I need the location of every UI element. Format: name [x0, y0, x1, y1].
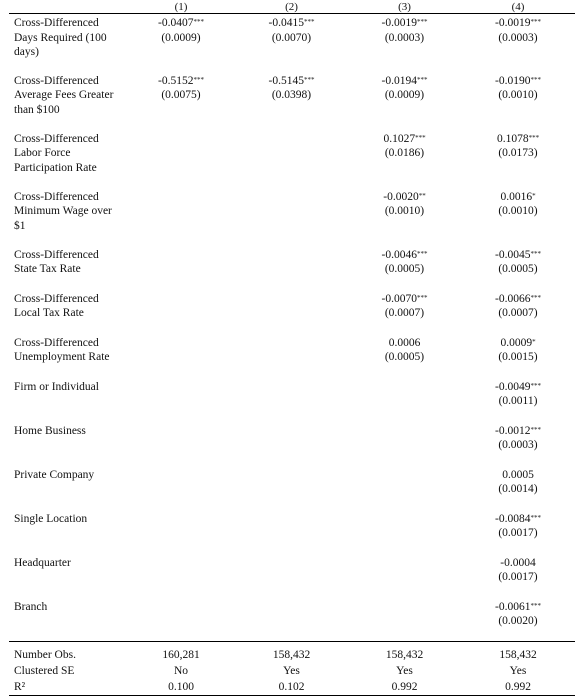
table-row	[9, 598, 575, 642]
coefficient-number: -0.5152	[158, 74, 194, 87]
standard-error: (0.0003)	[384, 31, 425, 44]
coefficient-cell	[348, 510, 461, 554]
coefficient-value	[127, 74, 235, 89]
coefficient-number: 0.0006	[388, 336, 421, 349]
significance-stars: ***	[303, 75, 315, 84]
standard-error: (0.0014)	[498, 483, 538, 495]
coefficient-cell	[461, 130, 575, 188]
row-label-line: Labor Force	[14, 147, 71, 159]
summary-statistics	[9, 642, 575, 696]
row-label-line: Average Fees Greater	[14, 89, 114, 101]
stub-header	[9, 2, 127, 14]
significance-stars: ***	[530, 293, 541, 302]
significance-stars: ***	[303, 18, 315, 26]
stat-value: Yes	[509, 665, 527, 678]
row-label-line: Cross-Differenced	[14, 132, 99, 145]
coefficient-value	[235, 74, 348, 89]
row-label-line: Branch	[14, 600, 48, 613]
row-label-line: Single Location	[14, 512, 88, 525]
stat-value: 0.992	[461, 678, 575, 695]
significance-stars: ***	[416, 75, 428, 84]
coefficient-number: -0.0061	[495, 600, 531, 613]
standard-error: (0.0009)	[161, 31, 201, 44]
stat-value: Yes	[283, 665, 300, 678]
coefficient-number: -0.0019	[381, 17, 417, 29]
stat-value: Yes	[396, 665, 413, 678]
standard-error: (0.0010)	[498, 205, 538, 217]
stat-row	[9, 662, 575, 678]
row-label	[9, 246, 127, 290]
coefficient-cell	[127, 290, 235, 334]
coefficient-cell	[461, 554, 575, 598]
coefficient-value	[461, 292, 575, 307]
significance-stars: *	[532, 191, 536, 200]
coefficient-number: 0.1078	[496, 132, 529, 145]
coefficient-number: -0.0070	[381, 292, 417, 305]
coefficient-value	[461, 74, 575, 89]
coefficient-value	[461, 556, 575, 571]
stat-row	[9, 642, 575, 663]
coefficient-number: 0.1027	[383, 132, 416, 145]
significance-stars: ***	[530, 18, 541, 26]
table-row	[9, 290, 575, 334]
table-header	[9, 2, 575, 14]
standard-error: (0.0005)	[384, 351, 425, 363]
row-label-line: Home Business	[14, 424, 86, 437]
column-header-row	[9, 2, 575, 14]
row-label-line: Cross-Differenced	[14, 292, 99, 305]
table-row	[9, 72, 575, 130]
coefficient-cell	[235, 188, 348, 246]
coefficient-number: -0.0415	[268, 17, 304, 29]
table-row	[9, 466, 575, 510]
coefficient-value	[348, 248, 461, 263]
coefficient-number: -0.0019	[495, 17, 531, 29]
row-label-line: Cross-Differenced	[14, 74, 99, 87]
coefficient-cell	[127, 510, 235, 554]
row-label	[9, 130, 127, 188]
coefficient-number: -0.0012	[495, 424, 531, 437]
row-label	[9, 290, 127, 334]
stat-label: Clustered SE	[14, 665, 75, 678]
row-label	[9, 378, 127, 422]
coefficient-cell	[461, 422, 575, 466]
coefficient-cell	[127, 334, 235, 378]
standard-error: (0.0010)	[498, 89, 538, 101]
coefficient-value	[461, 336, 575, 351]
coefficient-cell	[348, 130, 461, 188]
coefficient-value	[235, 16, 348, 31]
coefficient-number: -0.0004	[500, 556, 536, 569]
coefficient-value	[348, 132, 461, 147]
standard-error: (0.0186)	[384, 147, 425, 159]
row-label	[9, 334, 127, 378]
coefficient-cell	[461, 290, 575, 334]
coefficient-cell	[235, 510, 348, 554]
coefficient-cell	[235, 378, 348, 422]
coefficient-number: -0.0020	[383, 190, 419, 203]
coefficient-number: -0.5145	[268, 74, 304, 87]
row-label	[9, 14, 127, 72]
standard-error: (0.0173)	[498, 147, 538, 159]
coefficient-cell	[461, 246, 575, 290]
table-row	[9, 130, 575, 188]
coefficient-value	[461, 248, 575, 263]
table-row	[9, 188, 575, 246]
row-label	[9, 188, 127, 246]
row-label-line: Cross-Differenced	[14, 336, 99, 349]
stat-value: 158,432	[461, 642, 575, 663]
stat-row	[9, 678, 575, 695]
coefficient-number: -0.0045	[495, 248, 531, 261]
coefficient-cell	[348, 188, 461, 246]
significance-stars: ***	[416, 249, 428, 258]
coefficient-cell	[235, 130, 348, 188]
coefficient-value	[461, 132, 575, 147]
table-row	[9, 422, 575, 466]
coefficient-cell	[461, 510, 575, 554]
coefficient-cell	[127, 598, 235, 642]
significance-stars: **	[418, 191, 426, 200]
row-label	[9, 510, 127, 554]
standard-error: (0.0020)	[498, 615, 538, 627]
standard-error: (0.0005)	[384, 263, 425, 275]
significance-stars: ***	[530, 249, 541, 258]
coefficient-cell	[127, 554, 235, 598]
table-row	[9, 510, 575, 554]
stat-value: 158,432	[235, 642, 348, 663]
row-label-line: Cross-Differenced	[14, 248, 99, 261]
row-label-line: than $100	[14, 103, 60, 116]
standard-error: (0.0017)	[498, 527, 538, 539]
coefficient-value	[348, 336, 461, 351]
coefficient-cell	[348, 422, 461, 466]
coefficient-cell	[348, 378, 461, 422]
table-row	[9, 378, 575, 422]
stat-label: R²	[9, 678, 127, 695]
table-row	[9, 246, 575, 290]
column-header-3: (3)	[348, 2, 461, 14]
coefficient-cell	[235, 334, 348, 378]
coefficient-cell	[461, 378, 575, 422]
table-row	[9, 334, 575, 378]
coefficient-value	[461, 468, 575, 483]
regression-table-container	[9, 2, 575, 696]
coefficient-cell	[348, 466, 461, 510]
row-label-line: Minimum Wage over	[14, 205, 112, 217]
row-label	[9, 598, 127, 642]
significance-stars: *	[532, 337, 536, 346]
coefficient-number: 0.0005	[502, 468, 534, 481]
significance-stars: ***	[530, 601, 541, 610]
standard-error: (0.0015)	[498, 351, 538, 363]
stat-value: 160,281	[127, 642, 235, 663]
coefficient-cell	[461, 334, 575, 378]
stat-value: No	[173, 665, 189, 678]
significance-stars: ***	[530, 425, 541, 434]
coefficient-number: 0.0009	[500, 336, 533, 349]
coefficient-number: -0.0190	[495, 74, 531, 87]
coefficient-value	[461, 424, 575, 439]
coefficient-cell	[127, 246, 235, 290]
significance-stars: ***	[416, 18, 428, 26]
standard-error: (0.0005)	[498, 263, 538, 275]
coefficient-number: -0.0046	[381, 248, 417, 261]
row-label-line: Participation Rate	[14, 161, 97, 174]
stat-value: 158,432	[348, 642, 461, 663]
significance-stars: ***	[416, 293, 428, 302]
coefficient-number: -0.0407	[158, 17, 194, 29]
standard-error: (0.0009)	[384, 89, 425, 101]
standard-error: (0.0075)	[161, 89, 201, 101]
coefficient-number: -0.0084	[495, 512, 531, 525]
stat-value: 0.100	[127, 678, 235, 695]
coefficient-cell	[235, 290, 348, 334]
row-label-line: Unemployment Rate	[14, 351, 110, 363]
coefficient-cell	[235, 554, 348, 598]
coefficient-cell	[127, 378, 235, 422]
coefficient-cell	[348, 246, 461, 290]
significance-stars: ***	[415, 133, 426, 142]
standard-error: (0.0007)	[384, 307, 425, 319]
coefficient-cell	[235, 72, 348, 130]
coefficient-cell	[461, 72, 575, 130]
standard-error: (0.0070)	[271, 31, 312, 44]
coefficient-cell	[348, 290, 461, 334]
standard-error: (0.0398)	[271, 89, 312, 101]
coefficient-cell	[348, 14, 461, 72]
row-label	[9, 466, 127, 510]
coefficient-rows	[9, 14, 575, 642]
coefficient-number: -0.0066	[495, 292, 531, 305]
coefficient-value	[348, 74, 461, 89]
standard-error: (0.0010)	[384, 205, 425, 217]
row-label-line: Local Tax Rate	[14, 307, 84, 319]
row-label-line: $1	[14, 219, 26, 232]
coefficient-cell	[235, 466, 348, 510]
significance-stars: ***	[530, 75, 541, 84]
stat-label: Number Obs.	[9, 642, 127, 663]
significance-stars: ***	[528, 133, 540, 142]
significance-stars: ***	[530, 381, 541, 390]
coefficient-value	[461, 16, 575, 31]
coefficient-cell	[127, 72, 235, 130]
coefficient-cell	[127, 188, 235, 246]
table-row	[9, 14, 575, 72]
row-label-line: Cross-Differenced	[14, 17, 99, 29]
coefficient-cell	[235, 246, 348, 290]
coefficient-cell	[348, 334, 461, 378]
row-label-line: Days Required (100	[14, 31, 107, 44]
row-label-line: Firm or Individual	[14, 380, 99, 393]
row-label-line: Cross-Differenced	[14, 190, 99, 203]
coefficient-cell	[348, 72, 461, 130]
column-header-2: (2)	[235, 2, 348, 14]
coefficient-value	[461, 600, 575, 615]
row-label	[9, 422, 127, 466]
standard-error: (0.0017)	[498, 571, 538, 583]
coefficient-number: -0.0049	[495, 380, 531, 393]
row-label-line: State Tax Rate	[14, 263, 81, 275]
coefficient-value	[348, 292, 461, 307]
row-label-line: days)	[14, 46, 39, 58]
coefficient-value	[461, 190, 575, 205]
row-label	[9, 554, 127, 598]
coefficient-cell	[235, 422, 348, 466]
coefficient-value	[348, 16, 461, 31]
table-row	[9, 554, 575, 598]
standard-error: (0.0003)	[498, 31, 538, 44]
row-label	[9, 72, 127, 130]
coefficient-number: -0.0194	[381, 74, 417, 87]
coefficient-cell	[461, 598, 575, 642]
coefficient-value	[348, 190, 461, 205]
coefficient-cell	[461, 14, 575, 72]
coefficient-cell	[461, 466, 575, 510]
significance-stars: ***	[193, 18, 204, 26]
coefficient-cell	[235, 14, 348, 72]
coefficient-cell	[348, 554, 461, 598]
significance-stars: ***	[530, 513, 541, 522]
stat-value: 0.102	[235, 678, 348, 695]
coefficient-number: 0.0016	[500, 190, 533, 203]
row-label-line: Private Company	[14, 468, 95, 481]
coefficient-cell	[127, 130, 235, 188]
standard-error: (0.0003)	[498, 439, 538, 451]
coefficient-value	[461, 512, 575, 527]
standard-error: (0.0007)	[498, 307, 538, 319]
coefficient-value	[127, 16, 235, 31]
stat-value: 0.992	[348, 678, 461, 695]
coefficient-cell	[348, 598, 461, 642]
standard-error: (0.0011)	[498, 395, 538, 407]
coefficient-cell	[461, 188, 575, 246]
coefficient-cell	[235, 598, 348, 642]
column-header-1: (1)	[127, 2, 235, 14]
coefficient-cell	[127, 14, 235, 72]
significance-stars: ***	[193, 75, 204, 84]
coefficient-cell	[127, 466, 235, 510]
row-label-line: Headquarter	[14, 556, 71, 569]
regression-table	[9, 2, 575, 696]
coefficient-cell	[127, 422, 235, 466]
column-header-4: (4)	[461, 2, 575, 14]
coefficient-value	[461, 380, 575, 395]
